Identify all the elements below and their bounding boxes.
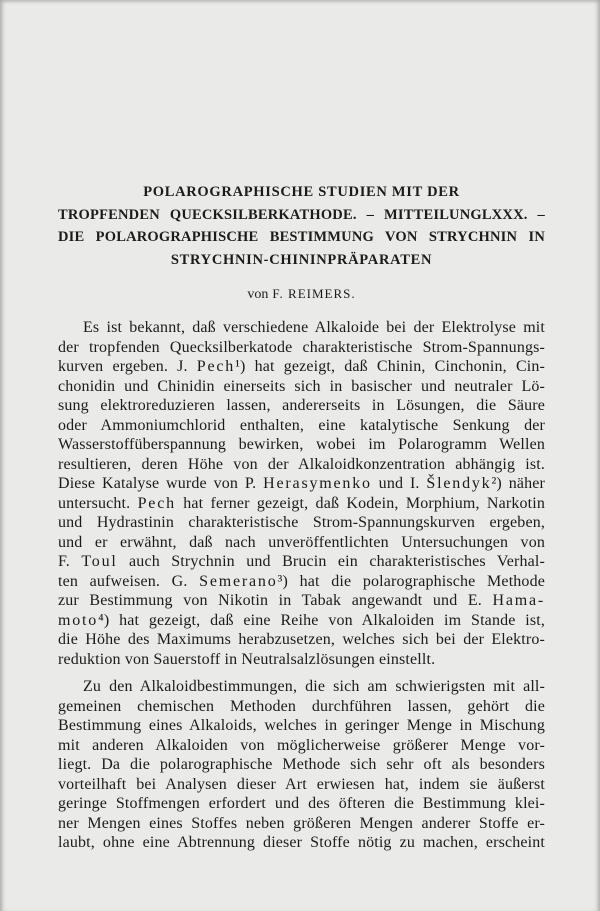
text-line xyxy=(58,572,545,592)
text-segment: liegt. Da die polarographische Methode sich sehr oft als besonders xyxy=(58,756,545,773)
cited-author-name: Šlendyk xyxy=(426,475,492,492)
text-segment: der tropfenden Quecksilberkatode charakteristische Strom-Spannungs- xyxy=(58,338,545,356)
text-line xyxy=(58,474,545,494)
paragraph xyxy=(58,677,545,853)
text-line xyxy=(58,552,545,572)
text-line xyxy=(58,650,545,670)
text-segment: F. xyxy=(58,553,82,570)
text-line xyxy=(58,533,545,553)
cited-author-name: Pech xyxy=(137,494,176,512)
text-segment: untersucht. xyxy=(58,494,138,512)
text-line xyxy=(58,736,545,756)
text-segment: ²) näher xyxy=(491,475,546,492)
text-segment: ⁴) hat gezeigt, daß eine Reihe von Alkaloiden im Stande ist, xyxy=(98,611,545,629)
paper-title xyxy=(58,181,545,271)
text-segment: und I. xyxy=(371,475,427,492)
text-segment: vorteilhaft bei Analysen dieser Art erwiesen hat, indem sie äußerst xyxy=(58,775,545,793)
title-line: STRYCHNIN-CHININPRÄPARATEN xyxy=(170,251,433,268)
text-segment: und er erwähnt, daß nach unveröffentlichten Untersuchungen von xyxy=(58,533,545,551)
title-line: TROPFENDEN QUECKSILBERKATHODE. – MITTEILUNGLXXX. – xyxy=(58,206,545,223)
text-segment: reduktion von Sauerstoff in Neutralsalzlösungen einstellt. xyxy=(58,650,436,668)
text-line xyxy=(58,794,545,814)
text-segment: auch Strychnin und Brucin ein charakteristisches Verhal- xyxy=(117,553,545,570)
text-segment: Es ist bekannt, daß verschiedene Alkaloide bei der Elektrolyse mit xyxy=(83,319,545,336)
text-segment: oder Ammoniumchlorid enthalten, eine katalytische Senkung der xyxy=(58,416,545,434)
text-segment: ³) hat die polarographische Methode xyxy=(277,572,545,590)
text-line xyxy=(58,833,545,853)
author-prefix: von xyxy=(247,287,269,302)
text-line xyxy=(58,513,545,533)
cited-author-name: Pech xyxy=(196,358,236,375)
text-line xyxy=(58,455,545,475)
text-line xyxy=(58,338,545,358)
cited-author-name: Toul xyxy=(81,553,118,570)
cited-author-name: Semerano xyxy=(199,572,278,590)
text-segment: Wasserstoffüberspannung bewirken, wobei im Polarogramm Wellen xyxy=(58,436,545,453)
text-segment: Bestimmung eines Alkaloids, welches in geringer Menge in Mischung xyxy=(58,717,545,734)
paragraph xyxy=(58,318,545,669)
text-segment: sung elektroreduzieren lassen, andererseits in Lösungen, die Säure xyxy=(58,397,545,414)
title-line: POLAROGRAPHISCHE STUDIEN MIT DER xyxy=(143,184,460,200)
text-line xyxy=(58,435,545,455)
text-segment: ner Mengen eines Stoffes neben größeren Mengen anderer Stoffe er- xyxy=(58,814,545,832)
text-segment: zur Bestimmung von Nikotin in Tabak angewandt und E. xyxy=(58,592,493,609)
text-line xyxy=(58,416,545,436)
cited-author-name: moto xyxy=(58,611,99,629)
text-segment: laubt, ohne eine Abtrennung dieser Stoffe nötig zu machen, erscheint xyxy=(58,834,545,851)
cited-author-name: Hama- xyxy=(492,592,545,609)
text-line xyxy=(58,814,545,834)
text-line xyxy=(58,677,545,697)
text-line xyxy=(58,716,545,736)
text-segment: die Höhe des Maximums herabzusetzen, welches sich bei der Elektro- xyxy=(58,631,545,648)
author-name: F. REIMERS. xyxy=(272,286,356,301)
text-segment: und Hydrastinin charakteristische Strom-Spannungskurven ergeben, xyxy=(58,514,545,531)
text-segment: ¹) hat gezeigt, daß Chinin, Cinchonin, Cin- xyxy=(235,358,545,375)
text-segment: kurven ergeben. J. xyxy=(58,358,197,375)
text-line xyxy=(58,611,545,631)
text-segment: hat ferner gezeigt, daß Kodein, Morphium, Narkotin xyxy=(175,494,545,512)
text-segment: mit anderen Alkaloiden von möglicherweise größerer Menge vor- xyxy=(58,736,545,754)
title-line: DIE POLAROGRAPHISCHE BESTIMMUNG VON STRYCHNIN IN xyxy=(58,229,545,245)
text-line xyxy=(58,697,545,717)
text-segment: geringe Stoffmengen erfordert und des öfteren die Bestimmung klei- xyxy=(58,795,545,812)
text-line xyxy=(58,396,545,416)
cited-author-name: Herasymenko xyxy=(263,475,372,492)
text-line xyxy=(58,377,545,397)
author-line xyxy=(58,284,545,305)
text-line xyxy=(58,775,545,795)
text-segment: gemeinen chemischen Methoden durchführen lassen, gehört die xyxy=(58,697,545,715)
text-segment: Diese Katalyse wurde von P. xyxy=(58,475,264,492)
text-line xyxy=(58,755,545,775)
text-segment: Zu den Alkaloidbestimmungen, die sich am schwierigsten mit all- xyxy=(83,678,545,695)
text-line xyxy=(58,630,545,650)
text-line xyxy=(58,494,545,514)
text-segment: ten aufweisen. G. xyxy=(58,572,200,590)
text-line xyxy=(58,591,545,611)
paper-body xyxy=(58,318,545,853)
text-segment: chonidin und Chinidin einerseits sich in basischer und neutraler Lö- xyxy=(58,377,545,395)
text-segment: resultieren, deren Höhe von der Alkaloidkonzentration abhängig ist. xyxy=(58,455,545,473)
text-line xyxy=(58,357,545,377)
text-line xyxy=(58,318,545,338)
